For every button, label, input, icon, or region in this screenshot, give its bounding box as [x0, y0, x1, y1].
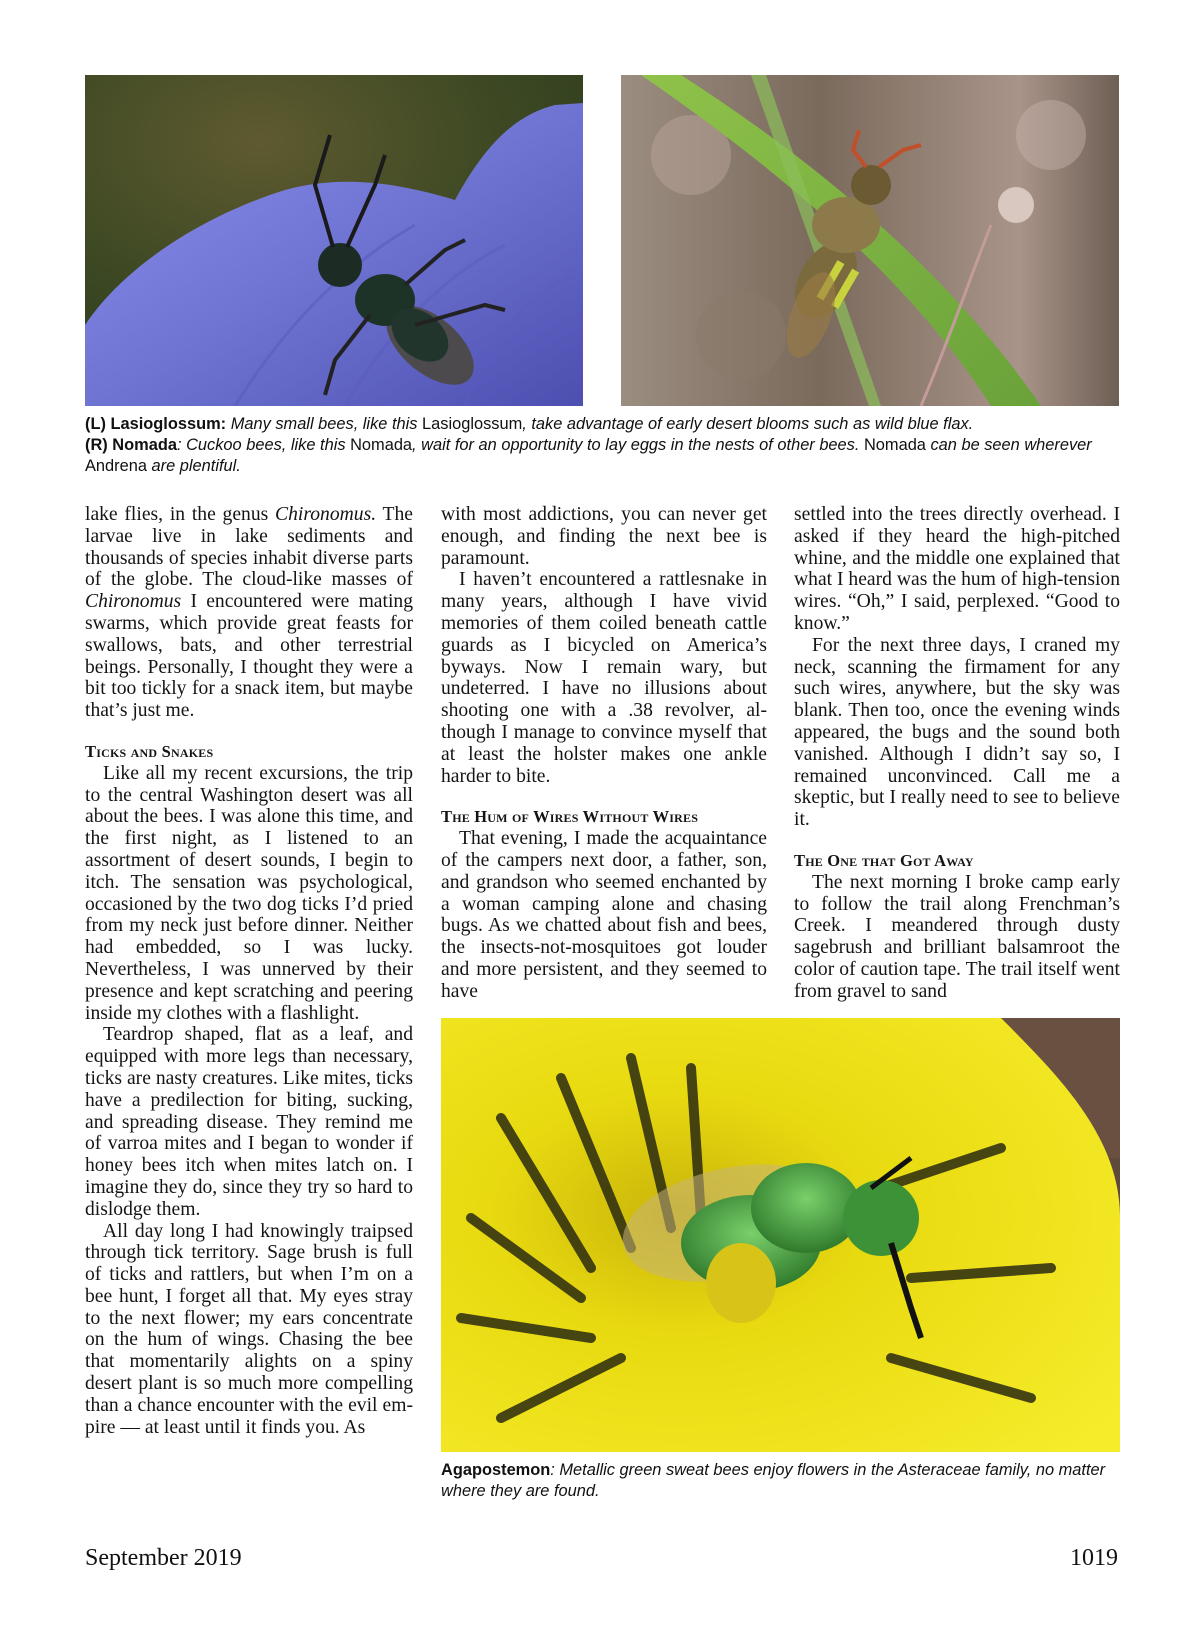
heading-hum-of-wires: The Hum of Wires Without Wires — [441, 807, 699, 827]
article-column-1 — [85, 504, 413, 1438]
heading-one-that-got-away: The One that Got Away — [794, 850, 974, 870]
caption-r-text-1: : Cuckoo bees, like this — [176, 436, 351, 454]
article-column-3 — [794, 504, 1120, 1003]
heading-ticks-and-snakes: Ticks and Snakes — [85, 741, 214, 761]
paragraph-addictions: with most addictions, you can never get enough, and finding the next bee is paramount. — [441, 504, 767, 569]
photo-lasioglossum — [85, 75, 583, 406]
caption-agapostemon-label: Agapostemon — [441, 1461, 551, 1479]
paragraph-rattlesnake: I haven’t encountered a rattlesnake in many years, although I have vivid memories of them coiled beneath cattle guards as I bicycled on America’s byways. Now I remain wary, but undeterred. I have no illusions about shooting one with a .38 revolver, although I manage to convince myself that at least the holster makes one ankle harder to bite. — [441, 569, 767, 787]
genus-name: Chironomus — [85, 591, 182, 613]
caption-top — [85, 414, 1125, 477]
page-number: 1019 — [1070, 1545, 1118, 1571]
agapostemon-illustration — [441, 1018, 1120, 1452]
caption-r-label: (R) Nomada — [85, 436, 177, 454]
text-run: The larvae live in lake sediments and thousands of species inhabit diverse parts of the globe. The cloud-like masses of — [85, 504, 413, 591]
nomada-illustration — [621, 75, 1119, 406]
lasioglossum-illustration — [85, 75, 583, 406]
paragraph-excursions: Like all my recent excursions, the trip to the central Washington desert was all about the bees. I was alone this time, and the first night, as I listened to an assortment of desert sounds, I begin to itch. The sensation was psychological, occasioned by the two dog ticks I’d pried from my neck just before dinner. Neither had embedded, so I was lucky. Nevertheless, I was unnerved by their presence and kept scratching and peering inside my clothes with a flashlight. — [85, 762, 413, 1024]
caption-agapostemon-text: : Metallic green sweat bees enjoy flowers in the Asteraceae family, no matter where they are found. — [441, 1461, 1106, 1500]
caption-r-text-4: are plentiful. — [146, 457, 241, 475]
paragraph-teardrop: Teardrop shaped, flat as a leaf, and equipped with more legs than necessary, ticks are nasty creatures. Like mites, ticks have a predilection for biting, sucking, and spreading disease. They remind me of varroa mites and I began to wonder if honey bees itch when mites latch on. I imagine they do, since they try so hard to dislodge them. — [85, 1024, 413, 1220]
caption-l-genus: Lasioglossum — [422, 415, 523, 433]
paragraph-campers: That evening, I made the acquaintance of the campers next door, a father, son, and grandson who seemed enchanted by a woman camping alone and chasing bugs. As we chatted about fish and bees, the insects-not-mosquitoes got louder and more persistent, and they seemed to have — [441, 828, 767, 1002]
photo-agapostemon — [441, 1018, 1120, 1452]
text-run: lake flies, in the genus — [85, 504, 276, 525]
caption-r-genus-1: Nomada — [350, 436, 413, 454]
paragraph-tick-territory: All day long I had knowingly traipsed through tick territory. Sage brush is full of ticks and rattlers, but when I’m on a bee hunt, I forget all that. My eyes stray to the next flower; my ears concentrate on the hum of wings. Chasing the bee that momentarily alights on a spiny desert plant is so much more compelling than a chance encounter with the evil empire — at least until it finds you. As — [85, 1220, 413, 1438]
caption-l-text-2: , take advantage of early desert blooms such as wild blue flax. — [522, 415, 974, 433]
caption-bottom — [441, 1460, 1121, 1502]
paragraph-three-days: For the next three days, I craned my neck, scanning the firmament for any such wires, anywhere, but the sky was blank. Then too, once the evening winds appeared, the bugs and the sound both vanished. Although I didn’t say so, I remained unconvinced. Call me a skeptic, but I really need to see to believe it. — [794, 634, 1120, 831]
genus-name: Chironomus. — [275, 504, 377, 525]
text-run: I encountered were mating swarms, which provide great feasts for swallows, bats, and other terrestrial beings. Personally, I thought they were a bit too tickly for a snack item, but maybe that’s just me. — [85, 591, 413, 722]
article-column-2 — [441, 504, 767, 1003]
issue-date: September 2019 — [85, 1545, 242, 1571]
caption-r-text-3: can be seen wherever — [925, 436, 1092, 454]
photo-nomada — [621, 75, 1119, 406]
caption-r-genus-2: Nomada — [863, 436, 926, 454]
caption-r-text-2: , wait for an opportunity to lay eggs in the nests of other bees. — [412, 436, 864, 454]
caption-l-text-1: Many small bees, like this — [226, 415, 423, 433]
caption-l-label: (L) Lasioglossum: — [85, 415, 227, 433]
paragraph-high-tension: settled into the trees directly overhead. I asked if they heard the high-pitched whine, and the middle one explained that what I heard was the hum of high-tension wires. “Oh,” I said, perplexed. “Good to know.” — [794, 504, 1120, 634]
paragraph-next-morning: The next morning I broke camp early to follow the trail along Frenchman’s Creek. I meandered through dusty sagebrush and brilliant balsamroot the color of caution tape. The trail itself went from gravel to sand — [794, 871, 1120, 1002]
paragraph-chironomus — [85, 504, 413, 722]
caption-r-genus-3: Andrena — [85, 457, 147, 475]
